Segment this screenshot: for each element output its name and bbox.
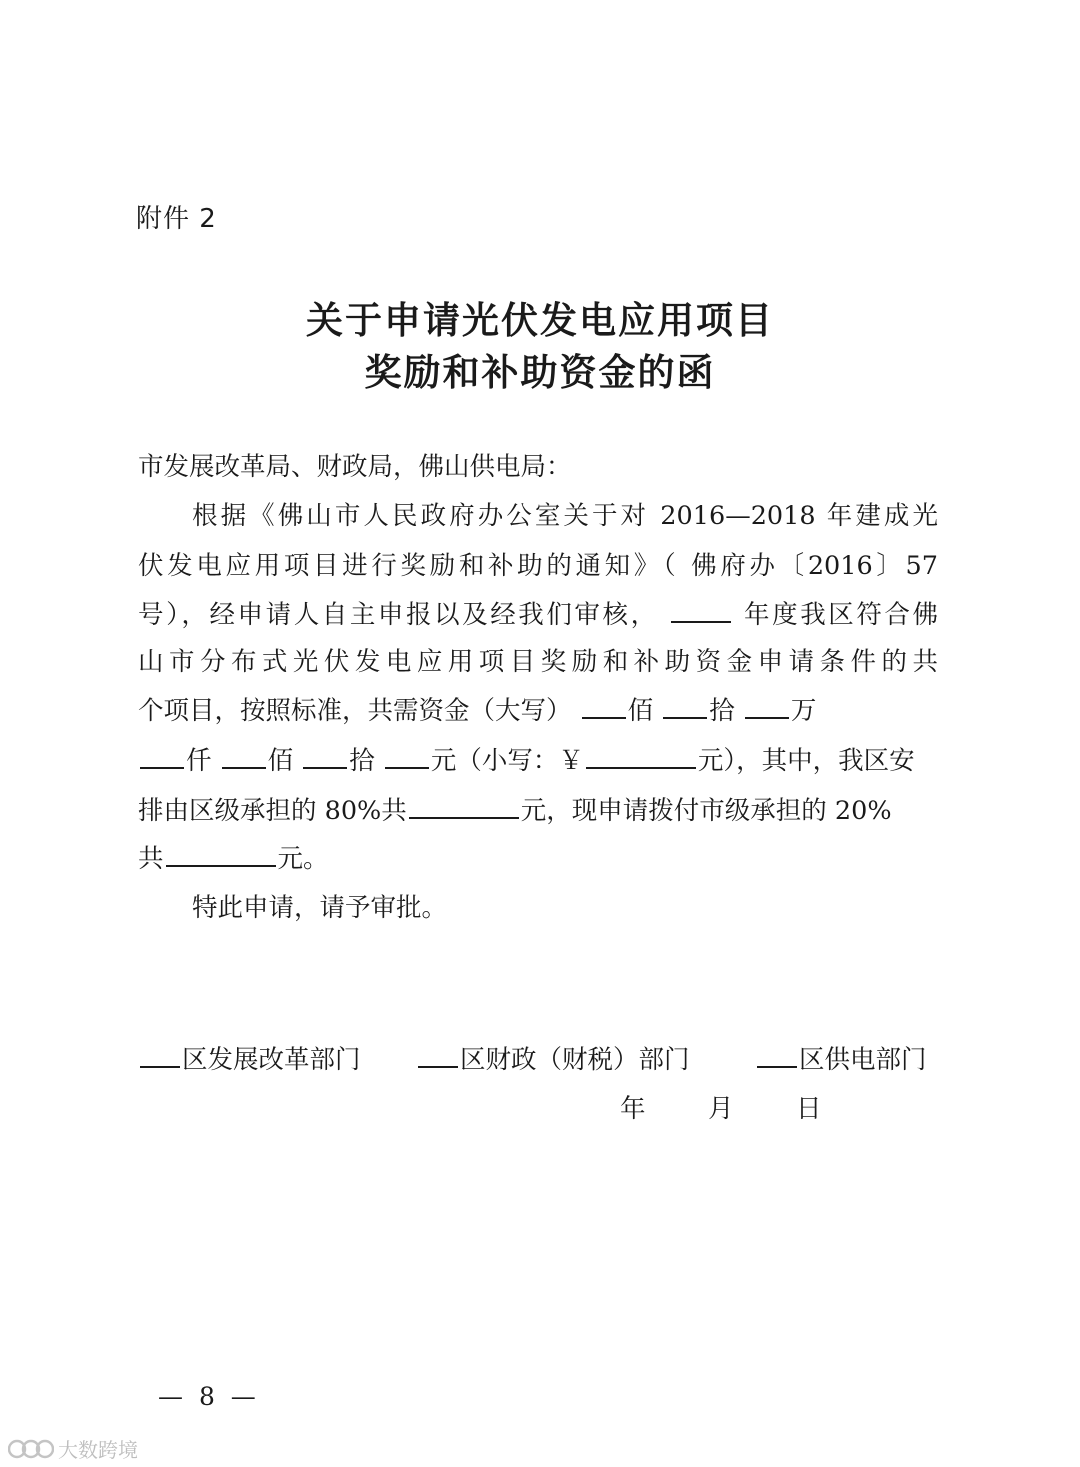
unit-bai: 佰 (627, 696, 654, 726)
body-line-1: 根据《佛山市人民政府办公室关于对 2016—2018 年建成光 (192, 501, 938, 531)
date-month: 月 (708, 1094, 734, 1124)
watermark-text: 大数跨境 (58, 1438, 138, 1462)
body-line-2: 伏发电应用项目进行奖励和补助的通知》（ 佛府办〔2016〕57 (138, 551, 938, 581)
unit-wan: 万 (790, 696, 817, 726)
attachment-label: 附件 2 (136, 204, 217, 234)
ones-blank (385, 745, 429, 769)
watermark (8, 1434, 138, 1463)
city-amount-blank (166, 843, 276, 867)
signature-power-supply (755, 1044, 927, 1075)
thousands-blank (140, 745, 184, 769)
body-line-6 (138, 745, 938, 776)
body-line-6-end: 元），其中，我区安 (697, 746, 915, 776)
signature-development-reform (138, 1044, 361, 1075)
dept-label-3: 区供电部门 (799, 1045, 927, 1075)
amount-figure-blank (586, 745, 696, 769)
amount-yuan-label: 元（小写：￥ (430, 746, 584, 776)
dept-label-2: 区财政（财税）部门 (460, 1045, 690, 1075)
document-title-line-2: 奖励和补助资金的函 (364, 351, 716, 394)
brand-logo-icon (8, 1437, 54, 1461)
body-line-7 (138, 795, 938, 826)
dept-label-1: 区发展改革部门 (182, 1045, 361, 1075)
date-year: 年 (620, 1094, 646, 1124)
body-line-5-text: 个项目，按照标准，共需资金（大写） (138, 696, 572, 726)
unit-qian: 仟 (186, 746, 212, 776)
unit-bai-2: 佰 (267, 746, 294, 776)
date-day: 日 (796, 1094, 822, 1124)
salutation: 市发展改革局、财政局，佛山供电局： (138, 452, 572, 482)
body-line-3-text-b: 年度我区符合佛 (744, 600, 938, 630)
district-name-blank-2 (418, 1044, 458, 1068)
body-line-5 (138, 695, 938, 726)
year-blank (671, 599, 731, 623)
district-name-blank-3 (757, 1044, 797, 1068)
unit-shi-2: 拾 (349, 746, 375, 776)
body-line-7-text-b: 元，现申请拨付市级承担的 20% (520, 796, 892, 826)
signature-finance (416, 1044, 690, 1075)
hundreds-blank (222, 745, 266, 769)
ten-thousands-blank (745, 695, 789, 719)
document-title-line-1: 关于申请光伏发电应用项目 (306, 299, 774, 342)
hundreds-ten-thousands-blank (582, 695, 626, 719)
body-line-3-text-a: 号），经申请人自主申报以及经我们审核， (138, 600, 659, 630)
body-line-3 (138, 599, 938, 630)
tens-ten-thousands-blank (663, 695, 707, 719)
tens-blank (303, 745, 347, 769)
date-row (620, 1094, 822, 1124)
unit-shi: 拾 (709, 696, 735, 726)
body-line-7-text-a: 排由区级承担的 80%共 (138, 796, 407, 826)
body-line-8 (138, 843, 938, 874)
body-line-4: 山市分布式光伏发电应用项目奖励和补助资金申请条件的共 (138, 647, 938, 677)
page-number: — 8 — (158, 1382, 260, 1411)
body-line-8-text-b: 元。 (277, 844, 329, 874)
district-name-blank-1 (140, 1044, 180, 1068)
body-line-8-text-a: 共 (138, 844, 164, 874)
closing-request: 特此申请，请予审批。 (192, 893, 448, 923)
district-amount-blank (409, 795, 519, 819)
